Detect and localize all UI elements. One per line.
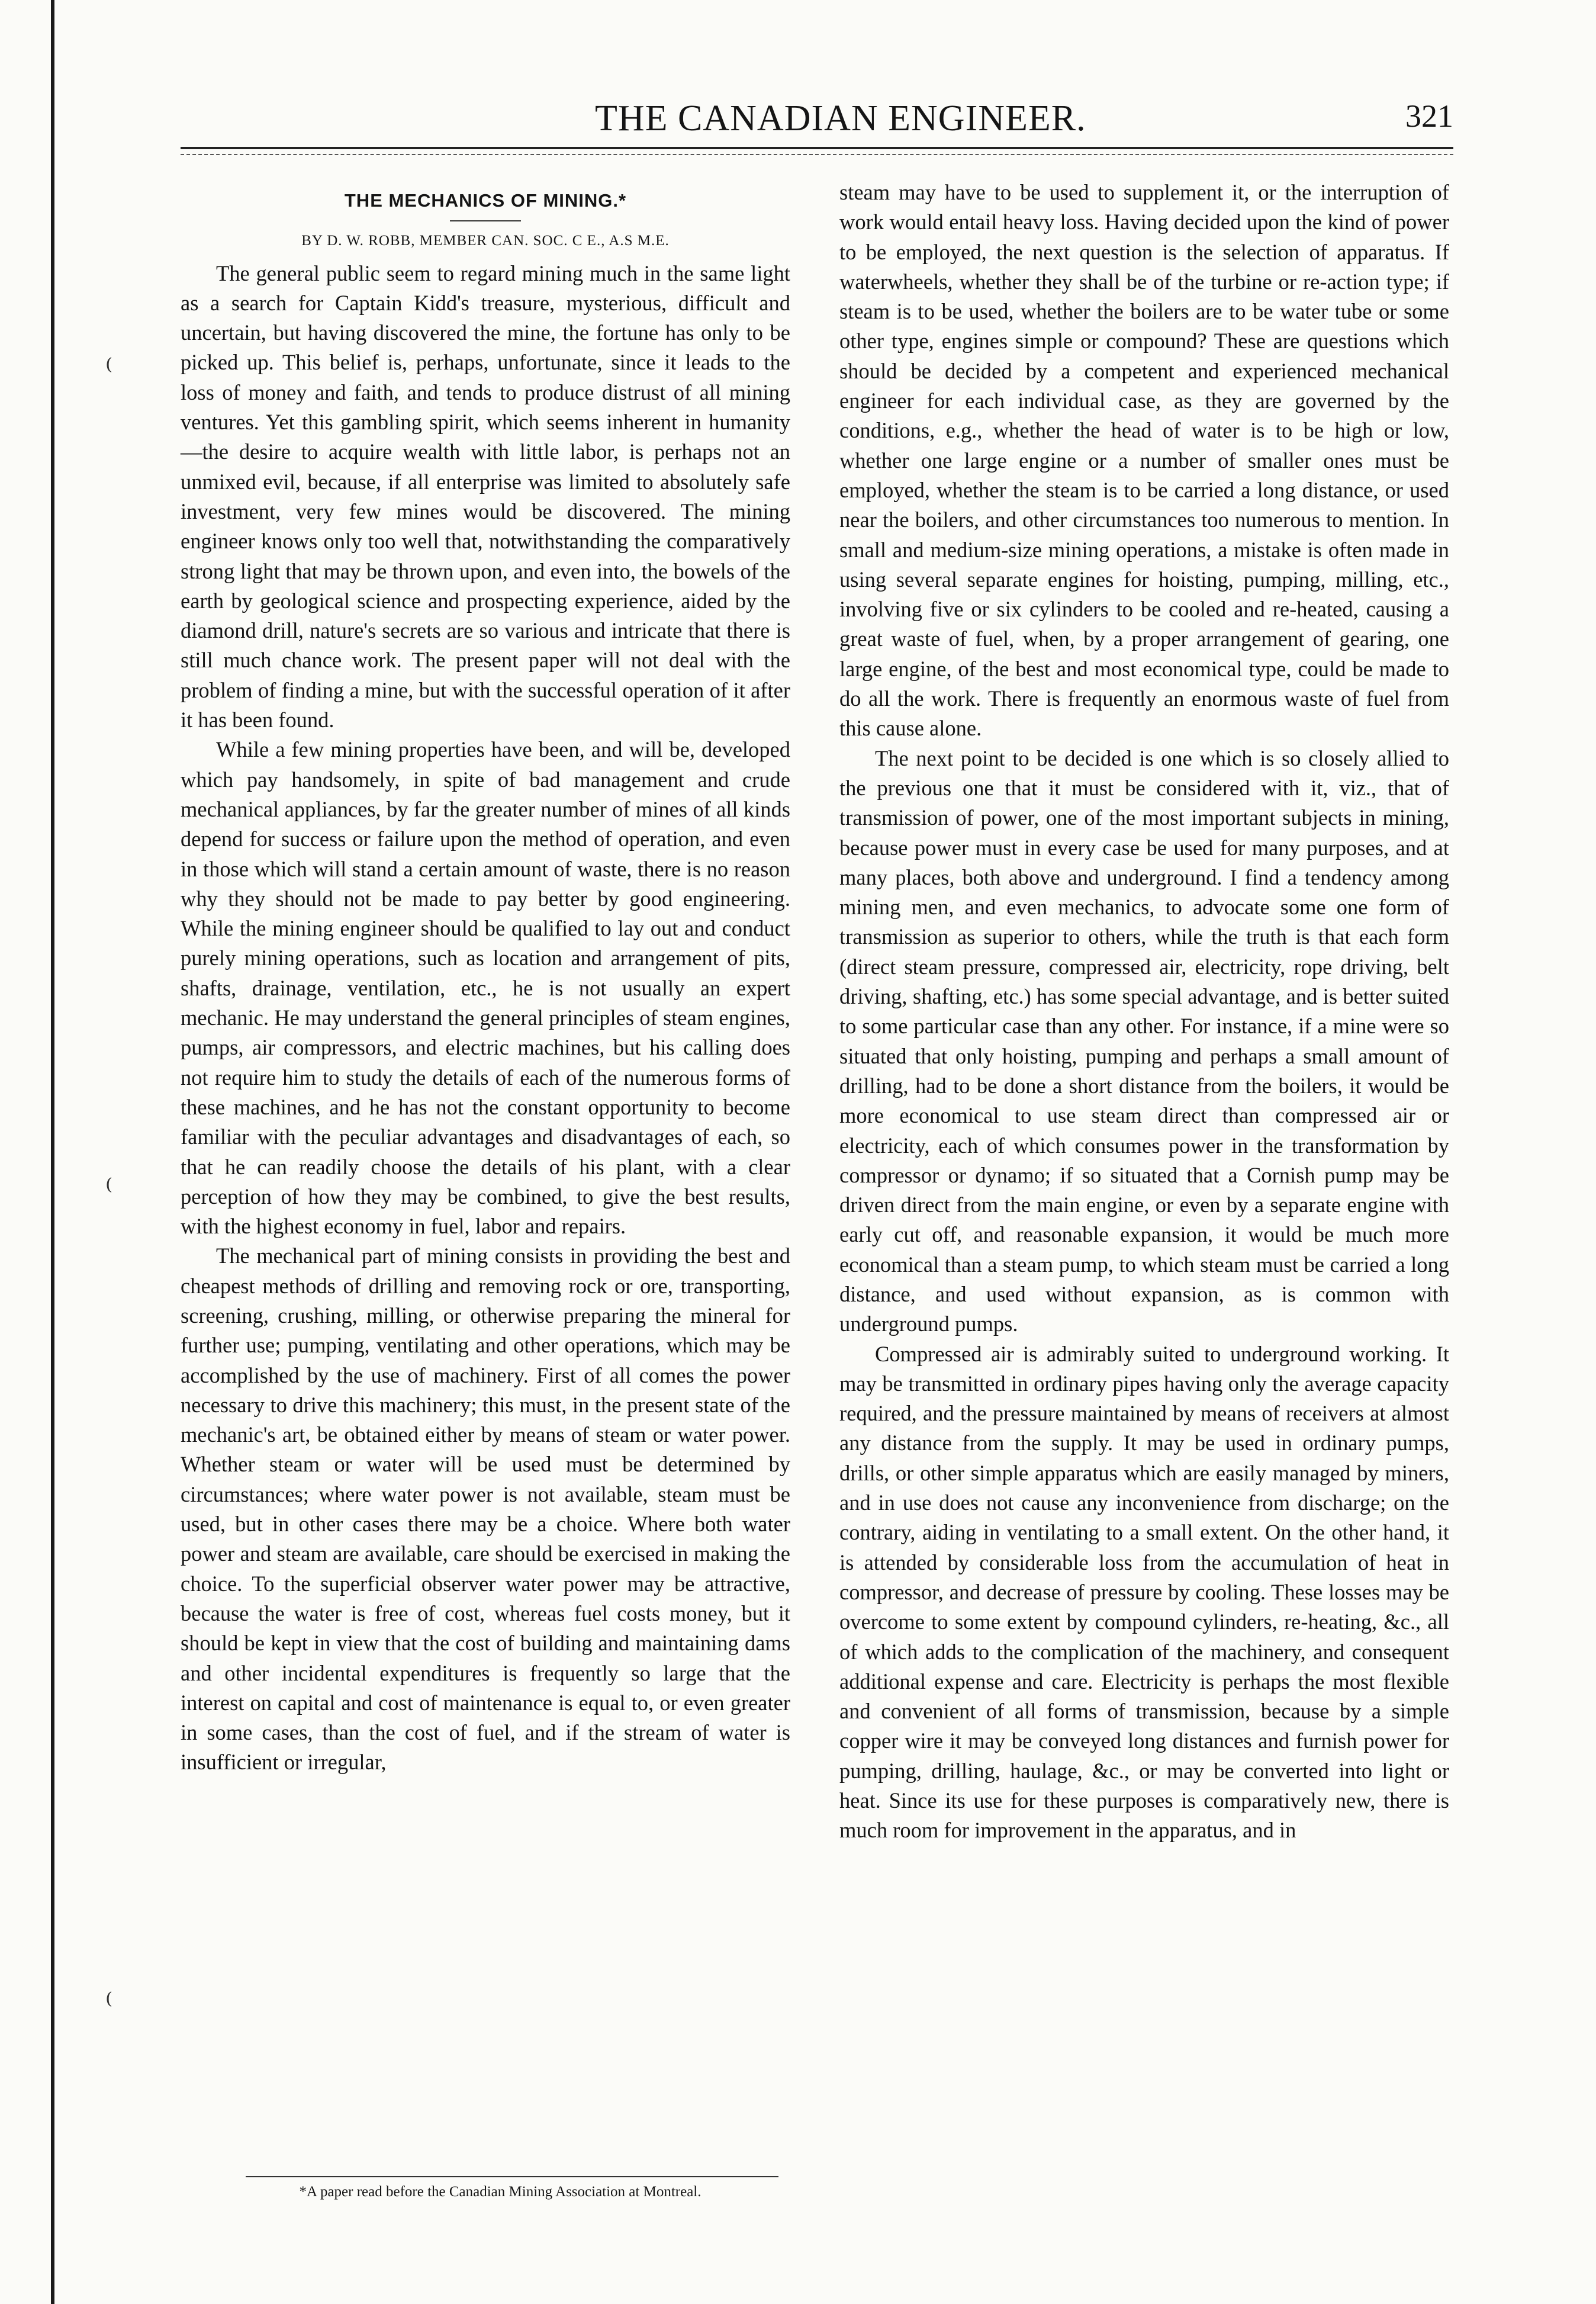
paragraph: While a few mining properties have been, and will be, developed which pay handsomely, in spite of bad management and crude mechanical appliances, by far the greater number of mines of all kinds depend for success or failure upon the method of operation, and even in those which will stand a certain amount of waste, there is no reason why they should not be made to pay better by good engineering. While the mining engineer should be qualified to lay out and conduct purely mining operations, such as location and arrangement of pits, shafts, drainage, ventilation, etc., he is not usually an expert mechanic. He may understand the general principles of steam engines, pumps, air compressors, and electric machines, but his calling does not require him to study the details of each of the numerous forms of these machines, and he has not the constant opportunity to become familiar with the peculiar advantages and disadvantages of each, so that he can readily choose the details of his plant, with a clear perception of how they may be combined, to give the best results, with the highest economy in fuel, labor and repairs. xyxy=(181,737,790,1239)
footnote-rule xyxy=(246,2176,778,2177)
paragraph: steam may have to be used to supplement it, or the interruption of work would entail heavy loss. Having decided upon the kind of power to be employed, the next question is the selection of apparatus. If waterwheels, whether they shall be of the turbine or re-action type; if steam is to be used, whether the boilers are to be water tube or some other type, engines simple or compound? These are questions which should be decided by a competent and experienced mechanical engineer for each individual case, as they are governed by the conditions, e.g., whether the head of water is to be high or low, whether one large engine or a number of smaller ones must be employed, whether the steam is to be carried a long distance, or used near the boilers, and other circumstances too numerous to mention. In small and medium-size mining operations, a mistake is often made in using several separate engines for hoisting, pumping, milling, etc., involving five or six cylinders to be cooled and re-heated, causing a great waste of fuel, when, by a proper arrangement of gearing, one large engine, of the best and most economical type, could be made to do all the work. There is frequently an enormous waste of fuel from this cause alone. xyxy=(839,180,1449,741)
margin-mark: ⁽ xyxy=(105,1987,113,2021)
header-rule xyxy=(181,147,1453,149)
article-byline: BY D. W. ROBB, MEMBER CAN. SOC. C E., A.S M.E. xyxy=(301,233,670,249)
title-rule xyxy=(450,220,521,221)
journal-title: THE CANADIAN ENGINEER. xyxy=(595,98,1086,139)
page-header xyxy=(181,92,1453,139)
paragraph: The mechanical part of mining consists in providing the best and cheapest methods of drilling and removing rock or ore, transporting, screening, crushing, milling, or otherwise preparing the mineral for further use; pumping, ventilating and other operations, which may be accomplished by the use of machinery. First of all comes the power necessary to drive this machinery; this must, in the present state of the mechanic's art, be obtained either by means of steam or water power. Whether steam or water will be used must be determined by circumstances; where water power is not available, steam must be used, but in other cases there may be a choice. Where both water power and steam are available, care should be exercised in making the choice. To the superficial observer water power may be attractive, because the water is free of cost, whereas fuel costs money, but it should be kept in view that the cost of building and maintaining dams and other incidental expenditures is frequently so large that the interest on capital and cost of maintenance is equal to, or even greater in some cases, than the cost of fuel, and if the stream of water is insufficient or irregular, xyxy=(181,1243,790,1775)
page-number: 321 xyxy=(1405,98,1453,134)
margin-mark: ⁽ xyxy=(105,1172,113,1207)
paragraph: The general public seem to regard mining much in the same light as a search for Captain Kidd's treasure, mysterious, difficult and uncertain, but having discovered the mine, the fortune has only to be picked up. This belief is, perhaps, unfortunate, since it leads to the loss of money and faith, and tends to produce distrust of all mining ventures. Yet this gambling spirit, which seems inherent in humanity—the desire to acquire wealth with little labor, is perhaps not an unmixed evil, because, if all enterprise was limited to absolutely safe investment, very few mines would be discovered. The mining engineer knows only too well that, notwithstanding the comparatively strong light that may be thrown upon, and even into, the bowels of the earth by geological science and prospecting experience, aided by the diamond drill, nature's secrets are so various and intricate that there is still much chance work. The present paper will not deal with the problem of finding a mine, but with the successful operation of it after it has been found. xyxy=(181,261,790,732)
left-column xyxy=(181,178,790,1778)
margin-mark: ⁽ xyxy=(105,352,113,387)
binding-edge xyxy=(51,0,54,2304)
footnote: *A paper read before the Canadian Mining Association at Montreal. xyxy=(299,2184,702,2200)
article-title: THE MECHANICS OF MINING.* xyxy=(344,190,627,211)
paragraph: Compressed air is admirably suited to underground working. It may be transmitted in ordinary pipes having only the average capacity required, and the pressure maintained by means of receivers at almost any distance from the supply. It may be used in ordinary pumps, drills, or other simple apparatus which are easily managed by miners, and in use does not cause any inconvenience from discharge; on the contrary, aiding in ventilating to a small extent. On the other hand, it is attended by considerable loss from the accumulation of heat in compressor, and decrease of pressure by cooling. These losses may be overcome to some extent by compound cylinders, re-heating, &c., all of which adds to the complication of the machinery, and consequent additional expense and care. Electricity is perhaps the most flexible and convenient of all forms of transmission, because by a simple copper wire it may be conveyed long distances and furnish power for pumping, drilling, haulage, &c., or may be converted into light or heat. Since its use for these purposes is comparatively new, there is much room for improvement in the apparatus, and in xyxy=(839,1341,1449,1843)
header-rule-dashed xyxy=(181,154,1453,155)
paragraph: The next point to be decided is one which is so closely allied to the previous one that it must be considered with it, viz., that of transmission of power, one of the most important subjects in mining, because power must in every case be used for many purposes, and at many places, both above and underground. I find a tendency among mining men, and even mechanics, to advocate some one form of transmission as superior to others, while the truth is that each form (direct steam pressure, compressed air, electricity, rope driving, belt driving, shafting, etc.) has some special advantage, and is better suited to some particular case than any other. For instance, if a mine were so situated that only hoisting, pumping and perhaps a small amount of drilling, had to be done a short distance from the boilers, it would be more economical to use steam direct than compressed air or electricity, each of which consumes power in the transformation by compressor or dynamo; if so situated that a Cornish pump may be driven direct from the main engine, or even by a separate engine with early cut off, and reasonable expansion, it would be much more economical than a steam pump, to which steam must be carried a long distance, and used without expansion, as is common with underground pumps. xyxy=(839,745,1449,1336)
right-column xyxy=(839,178,1449,1846)
